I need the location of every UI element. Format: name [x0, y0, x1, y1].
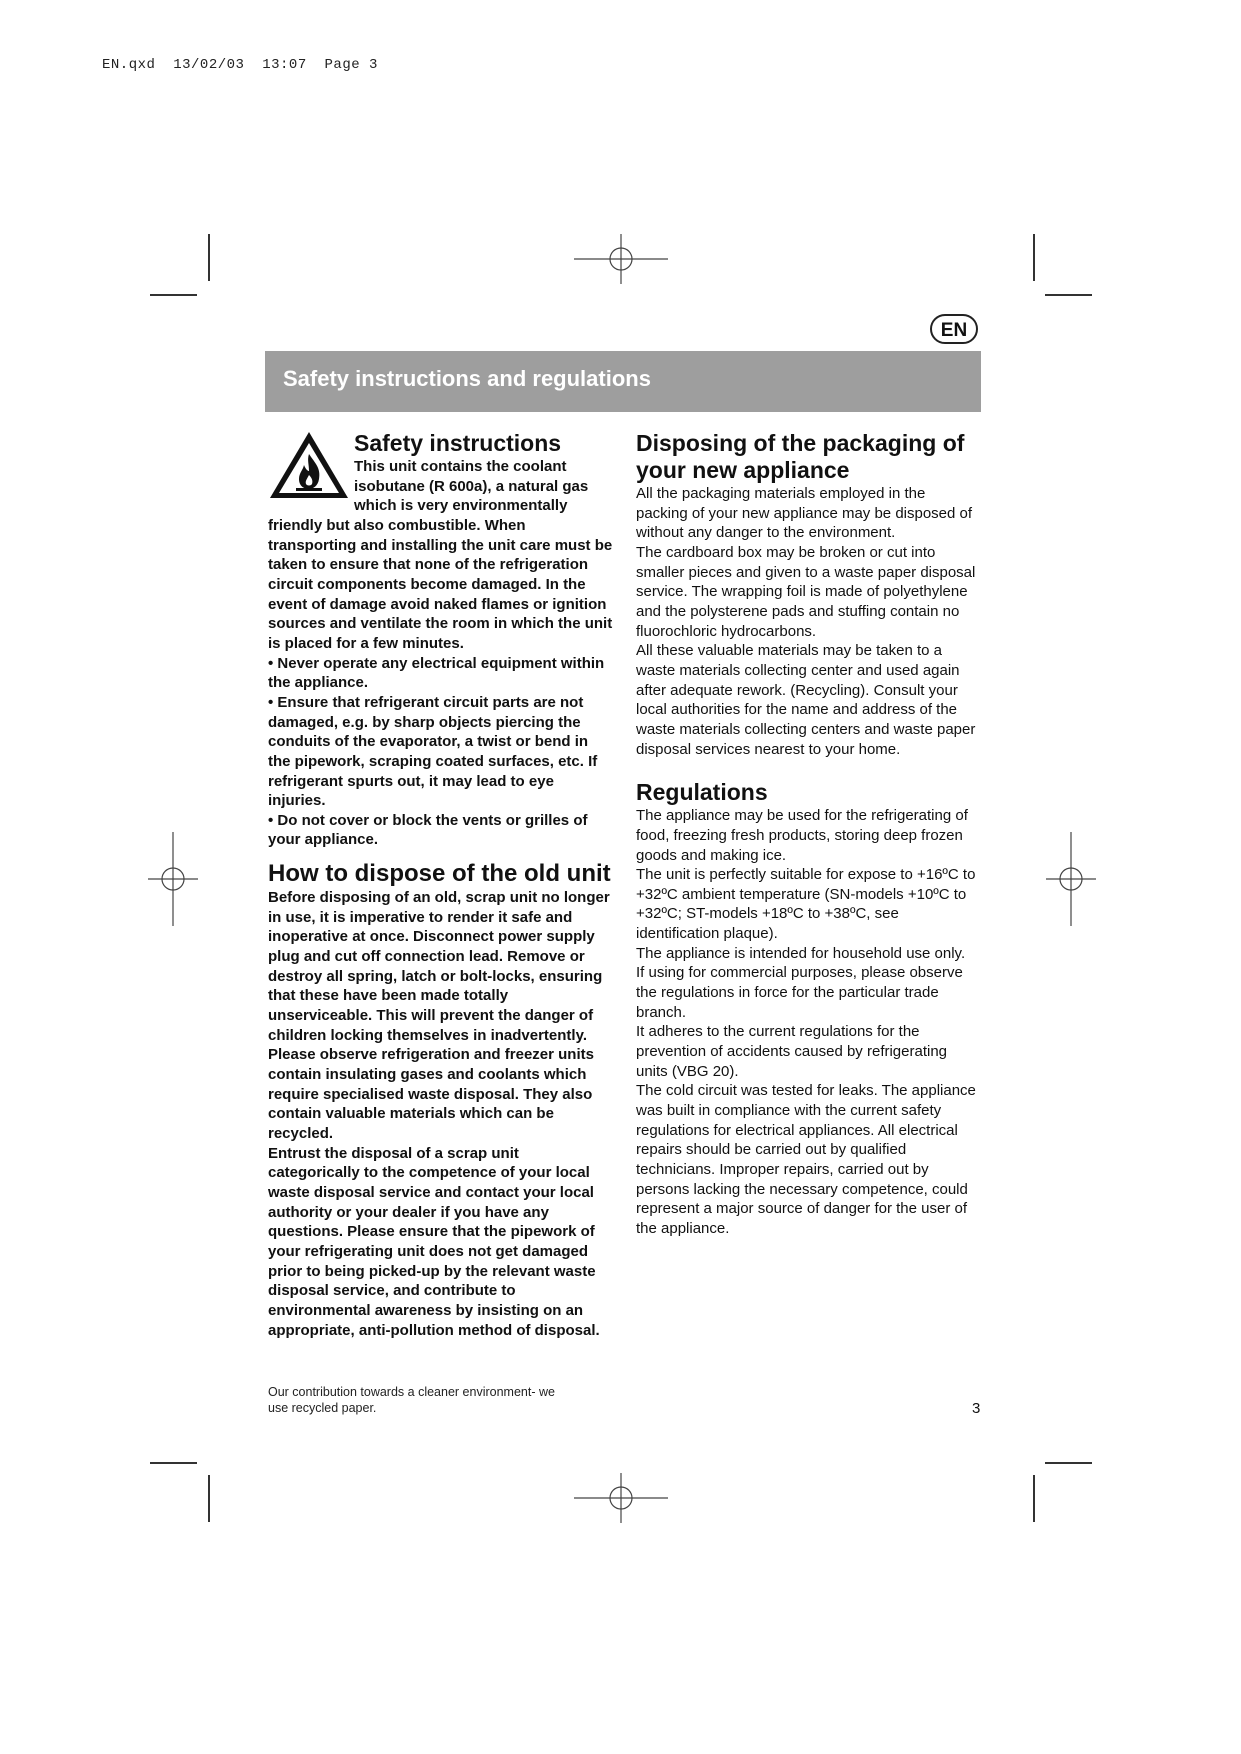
regulations-paragraph: If using for commercial purposes, please observe the regulations in force for the particular trade branch. — [636, 964, 963, 1021]
banner-title: Safety instructions and regulations — [283, 366, 651, 391]
dispose-old-paragraph: Please observe refrigeration and freezer units contain insulating gases and coolants which require specialised waste disposal. They also contain valuable materials which can be recycled. — [268, 1046, 594, 1142]
page-number: 3 — [972, 1400, 981, 1417]
registration-mark-icon — [574, 1473, 668, 1523]
crop-mark — [208, 234, 210, 281]
crop-mark — [1045, 294, 1092, 296]
packaging-paragraph: The cardboard box may be broken or cut into smaller pieces and given to a waste paper disposal service. The wrapping foil is made of polyethylene and the polysterene pads and stuffing contain no fluorochloric hydrocarbons. — [636, 543, 976, 640]
crop-mark — [1045, 1462, 1092, 1464]
safety-section — [268, 430, 613, 850]
crop-mark — [150, 294, 197, 296]
left-column — [268, 430, 613, 1340]
regulations-paragraph: The cold circuit was tested for leaks. The appliance was built in compliance with the current safety regulations for electrical appliances. All electrical repairs should be carried out by qualified technicians. Improper repairs, carried out by persons lacking the necessary competence, could represent a major source of danger for the user of the appliance. — [636, 1082, 976, 1237]
crop-mark — [208, 1475, 210, 1522]
regulations-heading: Regulations — [636, 779, 768, 806]
crop-mark — [1033, 234, 1035, 281]
regulations-paragraph: The appliance is intended for household use only. — [636, 944, 966, 962]
regulations-paragraph: The unit is perfectly suitable for expose to +16ºC to +32ºC ambient temperature (SN-models +10ºC to +32ºC; ST-models +18ºC to +38ºC, see identification plaque). — [636, 866, 976, 943]
safety-heading: Safety instructions — [354, 430, 562, 456]
safety-bullet: • Ensure that refrigerant circuit parts are not damaged, e.g. by sharp objects piercing the conduits of the evaporator, a twist or bend in the pipework, scraping coated surfaces, etc. If refrigerant spurts out, it may lead to eye injuries. — [268, 693, 598, 810]
dispose-old-section — [268, 860, 613, 1340]
print-slug: EN.qxd 13/02/03 13:07 Page 3 — [102, 57, 378, 73]
safety-bullet: • Do not cover or block the vents or grilles of your appliance. — [268, 811, 588, 849]
section-banner — [265, 351, 981, 412]
right-column — [636, 430, 981, 1239]
safety-bullet: • Never operate any electrical equipment within the appliance. — [268, 654, 605, 692]
regulations-paragraph: The appliance may be used for the refrigerating of food, freezing fresh products, storing deep frozen goods and making ice. — [636, 807, 968, 864]
packaging-paragraph: All these valuable materials may be taken to a waste materials collecting center and used again after adequate rework. (Recycling). Consult your local authorities for the name and address of the waste materials collecting centers and waste paper disposal services nearest to your home. — [636, 642, 976, 758]
dispose-old-paragraph: Entrust the disposal of a scrap unit categorically to the competence of your local waste disposal service and contact your local authority or your dealer if you have any questions. Please ensure that the pipework of your refrigerating unit does not get damaged prior to being picked-up by the relevant waste disposal service, and contribute to environmental awareness by insisting on an appropriate, anti-pollution method of disposal. — [268, 1144, 600, 1339]
registration-mark-icon — [148, 832, 198, 926]
language-badge: EN — [930, 314, 978, 344]
regulations-paragraph: It adheres to the current regulations for the prevention of accidents caused by refrigerating units (VBG 20). — [636, 1023, 948, 1080]
regulations-section — [636, 779, 981, 1238]
flammable-warning-icon — [268, 430, 350, 500]
crop-mark — [150, 1462, 197, 1464]
recycled-paper-note: Our contribution towards a cleaner environment- we use recycled paper. — [268, 1385, 555, 1415]
crop-mark — [1033, 1475, 1035, 1522]
safety-intro: This unit contains the coolant isobutane (R 600a), a natural gas which is very environmentally friendly but also combustible. When transporting and installing the unit care must be taken to ensure that none of the refrigeration circuit components become damaged. In the event of damage avoid naked flames or ignition sources and ventilate the room in which the unit is placed for a few minutes. — [268, 458, 613, 652]
packaging-heading: Disposing of the packaging of your new appliance — [636, 430, 965, 483]
dispose-old-paragraph: Before disposing of an old, scrap unit no longer in use, it is imperative to render it safe and inoperative at once. Disconnect power supply plug and cut off connection lead. Remove or destroy all spring, latch or bolt-locks, ensuring that these have been made totally unserviceable. This will prevent the danger of children locking themselves in inadvertently. — [268, 889, 610, 1044]
packaging-paragraph: All the packaging materials employed in the packing of your new appliance may be disposed of without any danger to the environment. — [636, 485, 973, 542]
packaging-section — [636, 430, 981, 759]
registration-mark-icon — [574, 234, 668, 284]
registration-mark-icon — [1046, 832, 1096, 926]
dispose-old-heading: How to dispose of the old unit — [268, 860, 611, 888]
